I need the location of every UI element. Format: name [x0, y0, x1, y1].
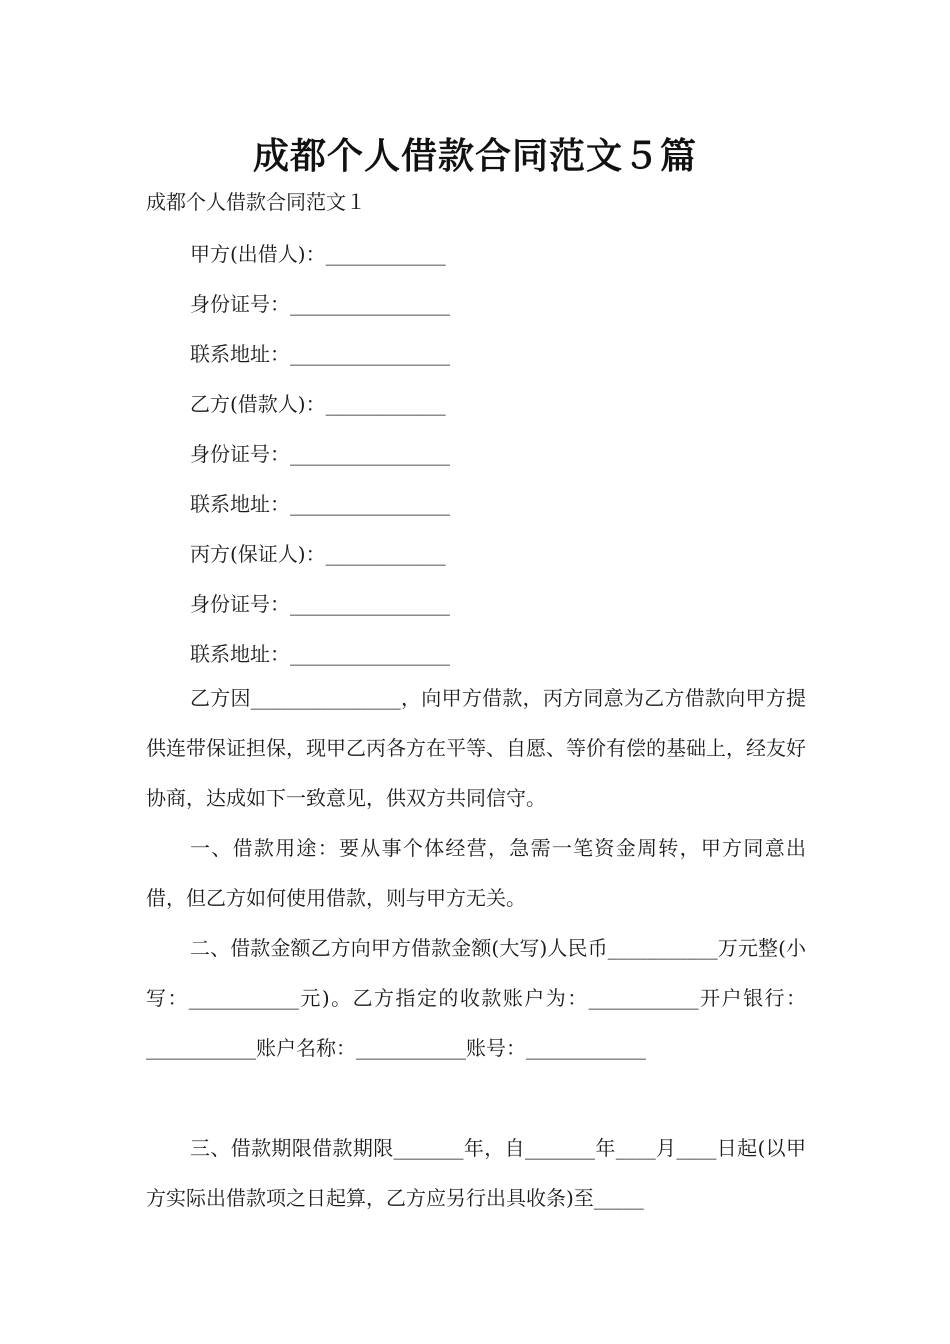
intro-paragraph: 乙方因_______________，向甲方借款，丙方同意为乙方借款向甲方提供连带保证担保，现甲乙丙各方在平等、自愿、等价有偿的基础上，经友好协商，达成如下一致意见，供双方共同信守。 — [146, 686, 806, 810]
clause-3-paragraph: 三、借款期限借款期限_______年，自_______年____月____日起(以甲方实际出借款项之日起算，乙方应另行出具收条)至_____ — [146, 1136, 806, 1210]
lender-name-field: 甲方(出借人)：____________ — [190, 242, 446, 266]
clause-1-paragraph: 一、借款用途：要从事个体经营，急需一笔资金周转，甲方同意出借，但乙方如何使用借款，则与甲方无关。 — [146, 836, 806, 910]
borrower-id-field: 身份证号：________________ — [190, 442, 450, 466]
guarantor-name-field: 丙方(保证人)：____________ — [190, 542, 446, 566]
guarantor-id-field: 身份证号：________________ — [190, 592, 450, 616]
clause-2-paragraph: 二、借款金额乙方向甲方借款金额(大写)人民币___________万元整(小写：___________元)。乙方指定的收款账户为：___________开户银行：___________账户名称：___________账号：____________ — [146, 936, 806, 1060]
section-subtitle: 成都个人借款合同范文１ — [146, 190, 366, 214]
borrower-name-field: 乙方(借款人)：____________ — [190, 392, 446, 416]
lender-address-field: 联系地址：________________ — [190, 342, 450, 366]
guarantor-address-field: 联系地址：________________ — [190, 642, 450, 666]
document-title: 成都个人借款合同范文５篇 — [252, 136, 697, 177]
borrower-address-field: 联系地址：________________ — [190, 492, 450, 516]
lender-id-field: 身份证号：________________ — [190, 292, 450, 316]
